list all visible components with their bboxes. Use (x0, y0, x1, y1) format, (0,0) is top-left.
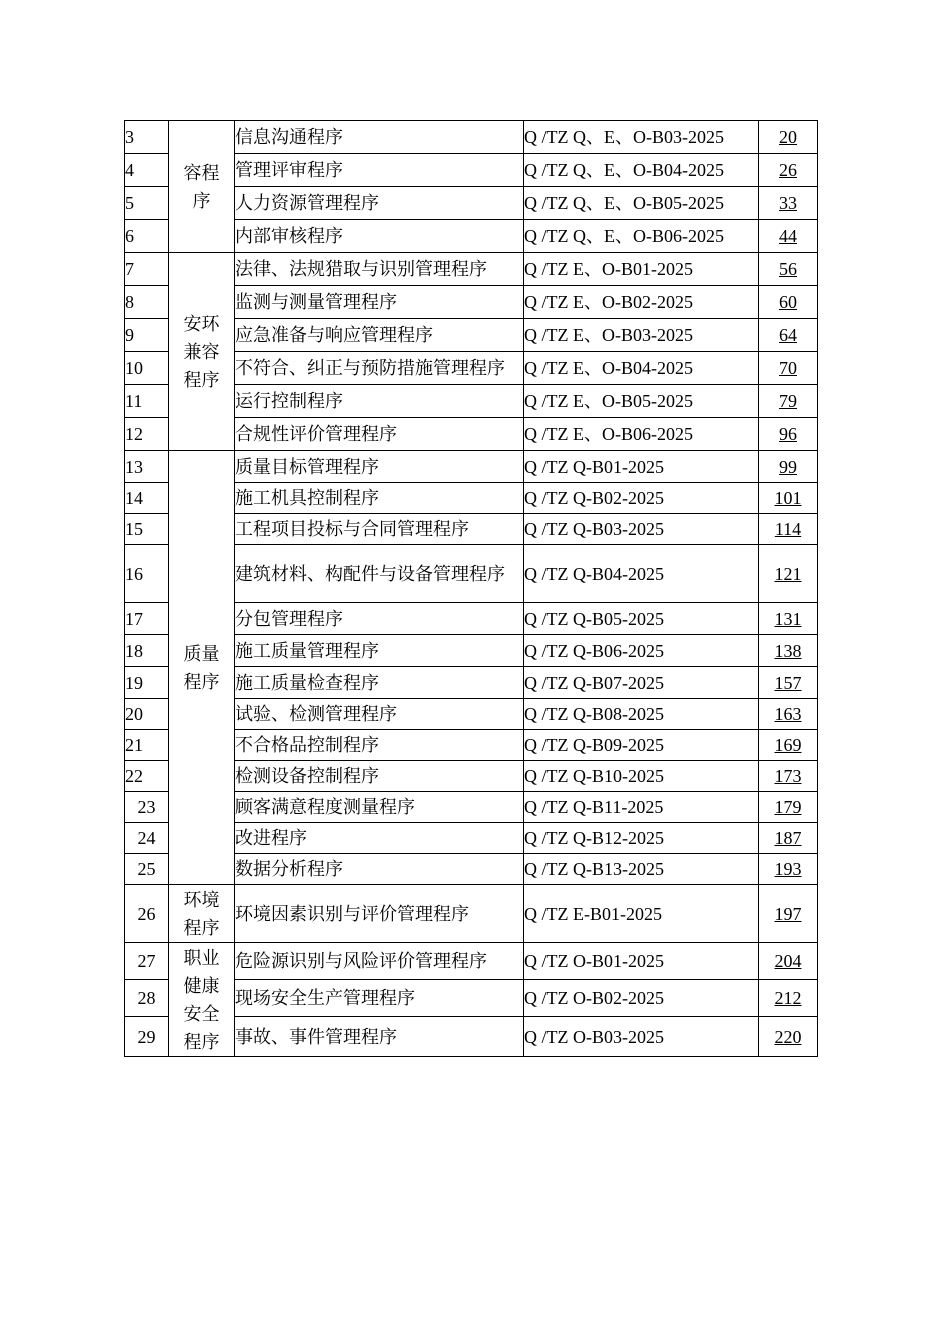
category-cell (169, 451, 235, 885)
table-row (125, 253, 818, 286)
document-code: Q /TZ Q-B12-2025 (524, 823, 759, 854)
row-number: 7 (125, 253, 169, 286)
procedure-name: 内部审核程序 (235, 220, 524, 253)
row-number: 23 (125, 792, 169, 823)
procedure-name: 信息沟通程序 (235, 121, 524, 154)
procedure-name: 施工质量管理程序 (235, 635, 524, 667)
document-code: Q /TZ O-B02-2025 (524, 980, 759, 1017)
document-code: Q /TZ Q-B08-2025 (524, 699, 759, 730)
procedure-name: 合规性评价管理程序 (235, 418, 524, 451)
row-number: 11 (125, 385, 169, 418)
document-code: Q /TZ Q、E、O-B04-2025 (524, 154, 759, 187)
toc-table (124, 120, 818, 1057)
page-number-link[interactable]: 193 (759, 854, 818, 885)
document-code: Q /TZ E-B01-2025 (524, 885, 759, 943)
procedure-name: 建筑材料、构配件与设备管理程序 (235, 545, 524, 603)
document-code: Q /TZ Q-B04-2025 (524, 545, 759, 603)
procedure-name: 现场安全生产管理程序 (235, 980, 524, 1017)
document-code: Q /TZ Q-B09-2025 (524, 730, 759, 761)
page-number-link[interactable]: 179 (759, 792, 818, 823)
procedure-name: 人力资源管理程序 (235, 187, 524, 220)
row-number: 19 (125, 667, 169, 699)
category-label: 职业健康安全程序 (183, 947, 220, 1052)
procedure-name: 改进程序 (235, 823, 524, 854)
row-number: 5 (125, 187, 169, 220)
page-number-link[interactable]: 138 (759, 635, 818, 667)
page-number-link[interactable]: 187 (759, 823, 818, 854)
page-number-link[interactable]: 56 (759, 253, 818, 286)
procedure-name: 施工质量检查程序 (235, 667, 524, 699)
document-code: Q /TZ Q-B13-2025 (524, 854, 759, 885)
procedure-name: 不合格品控制程序 (235, 730, 524, 761)
page-number-link[interactable]: 197 (759, 885, 818, 943)
row-number: 3 (125, 121, 169, 154)
page-number-link[interactable]: 44 (759, 220, 818, 253)
procedure-name: 顾客满意程度测量程序 (235, 792, 524, 823)
procedure-name: 试验、检测管理程序 (235, 699, 524, 730)
procedure-name: 施工机具控制程序 (235, 483, 524, 514)
table-row (125, 943, 818, 980)
page-number-link[interactable]: 163 (759, 699, 818, 730)
document-code: Q /TZ Q-B07-2025 (524, 667, 759, 699)
procedure-name: 环境因素识别与评价管理程序 (235, 885, 524, 943)
procedure-name: 分包管理程序 (235, 603, 524, 635)
category-cell (169, 253, 235, 451)
document-code: Q /TZ E、O-B06-2025 (524, 418, 759, 451)
page-number-link[interactable]: 26 (759, 154, 818, 187)
row-number: 8 (125, 286, 169, 319)
row-number: 22 (125, 761, 169, 792)
category-label: 安环兼容程序 (183, 313, 220, 390)
category-label: 质量程序 (183, 643, 220, 692)
row-number: 27 (125, 943, 169, 980)
page-number-link[interactable]: 79 (759, 385, 818, 418)
row-number: 17 (125, 603, 169, 635)
category-cell (169, 885, 235, 943)
page-number-link[interactable]: 169 (759, 730, 818, 761)
row-number: 6 (125, 220, 169, 253)
page-number-link[interactable]: 64 (759, 319, 818, 352)
row-number: 21 (125, 730, 169, 761)
procedure-name: 工程项目投标与合同管理程序 (235, 514, 524, 545)
procedure-name: 质量目标管理程序 (235, 451, 524, 483)
page-number-link[interactable]: 99 (759, 451, 818, 483)
document-code: Q /TZ Q-B11-2025 (524, 792, 759, 823)
document-code: Q /TZ Q-B03-2025 (524, 514, 759, 545)
page-number-link[interactable]: 96 (759, 418, 818, 451)
category-cell (169, 943, 235, 1057)
procedure-name: 事故、事件管理程序 (235, 1017, 524, 1057)
row-number: 13 (125, 451, 169, 483)
page-number-link[interactable]: 131 (759, 603, 818, 635)
document-code: Q /TZ Q-B01-2025 (524, 451, 759, 483)
page-number-link[interactable]: 114 (759, 514, 818, 545)
row-number: 10 (125, 352, 169, 385)
page-number-link[interactable]: 173 (759, 761, 818, 792)
page-number-link[interactable]: 204 (759, 943, 818, 980)
category-cell (169, 121, 235, 253)
row-number: 9 (125, 319, 169, 352)
page-number-link[interactable]: 121 (759, 545, 818, 603)
document-code: Q /TZ E、O-B02-2025 (524, 286, 759, 319)
document-code: Q /TZ Q-B02-2025 (524, 483, 759, 514)
document-code: Q /TZ E、O-B01-2025 (524, 253, 759, 286)
document-code: Q /TZ Q-B10-2025 (524, 761, 759, 792)
row-number: 4 (125, 154, 169, 187)
table-row (125, 885, 818, 943)
page-number-link[interactable]: 20 (759, 121, 818, 154)
procedure-name: 管理评审程序 (235, 154, 524, 187)
document-code: Q /TZ E、O-B04-2025 (524, 352, 759, 385)
page-number-link[interactable]: 101 (759, 483, 818, 514)
page-number-link[interactable]: 157 (759, 667, 818, 699)
table-row (125, 451, 818, 483)
row-number: 26 (125, 885, 169, 943)
document-code: Q /TZ O-B03-2025 (524, 1017, 759, 1057)
document-code: Q /TZ Q-B06-2025 (524, 635, 759, 667)
procedure-name: 不符合、纠正与预防措施管理程序 (235, 352, 524, 385)
row-number: 28 (125, 980, 169, 1017)
table-row (125, 121, 818, 154)
document-code: Q /TZ Q、E、O-B05-2025 (524, 187, 759, 220)
procedure-name: 应急准备与响应管理程序 (235, 319, 524, 352)
row-number: 20 (125, 699, 169, 730)
document-code: Q /TZ Q-B05-2025 (524, 603, 759, 635)
document-code: Q /TZ E、O-B03-2025 (524, 319, 759, 352)
document-code: Q /TZ E、O-B05-2025 (524, 385, 759, 418)
category-label: 容程序 (183, 162, 220, 211)
page-number-link[interactable]: 60 (759, 286, 818, 319)
procedure-name: 运行控制程序 (235, 385, 524, 418)
procedure-name: 危险源识别与风险评价管理程序 (235, 943, 524, 980)
document-code: Q /TZ O-B01-2025 (524, 943, 759, 980)
procedure-name: 数据分析程序 (235, 854, 524, 885)
procedure-name: 法律、法规猎取与识别管理程序 (235, 253, 524, 286)
procedure-name: 检测设备控制程序 (235, 761, 524, 792)
row-number: 18 (125, 635, 169, 667)
procedure-name: 监测与测量管理程序 (235, 286, 524, 319)
row-number: 15 (125, 514, 169, 545)
row-number: 29 (125, 1017, 169, 1057)
row-number: 14 (125, 483, 169, 514)
page-number-link[interactable]: 220 (759, 1017, 818, 1057)
page-number-link[interactable]: 33 (759, 187, 818, 220)
page-number-link[interactable]: 212 (759, 980, 818, 1017)
row-number: 16 (125, 545, 169, 603)
page-number-link[interactable]: 70 (759, 352, 818, 385)
category-label: 环境程序 (183, 889, 220, 938)
row-number: 12 (125, 418, 169, 451)
row-number: 24 (125, 823, 169, 854)
document-code: Q /TZ Q、E、O-B03-2025 (524, 121, 759, 154)
row-number: 25 (125, 854, 169, 885)
document-code: Q /TZ Q、E、O-B06-2025 (524, 220, 759, 253)
